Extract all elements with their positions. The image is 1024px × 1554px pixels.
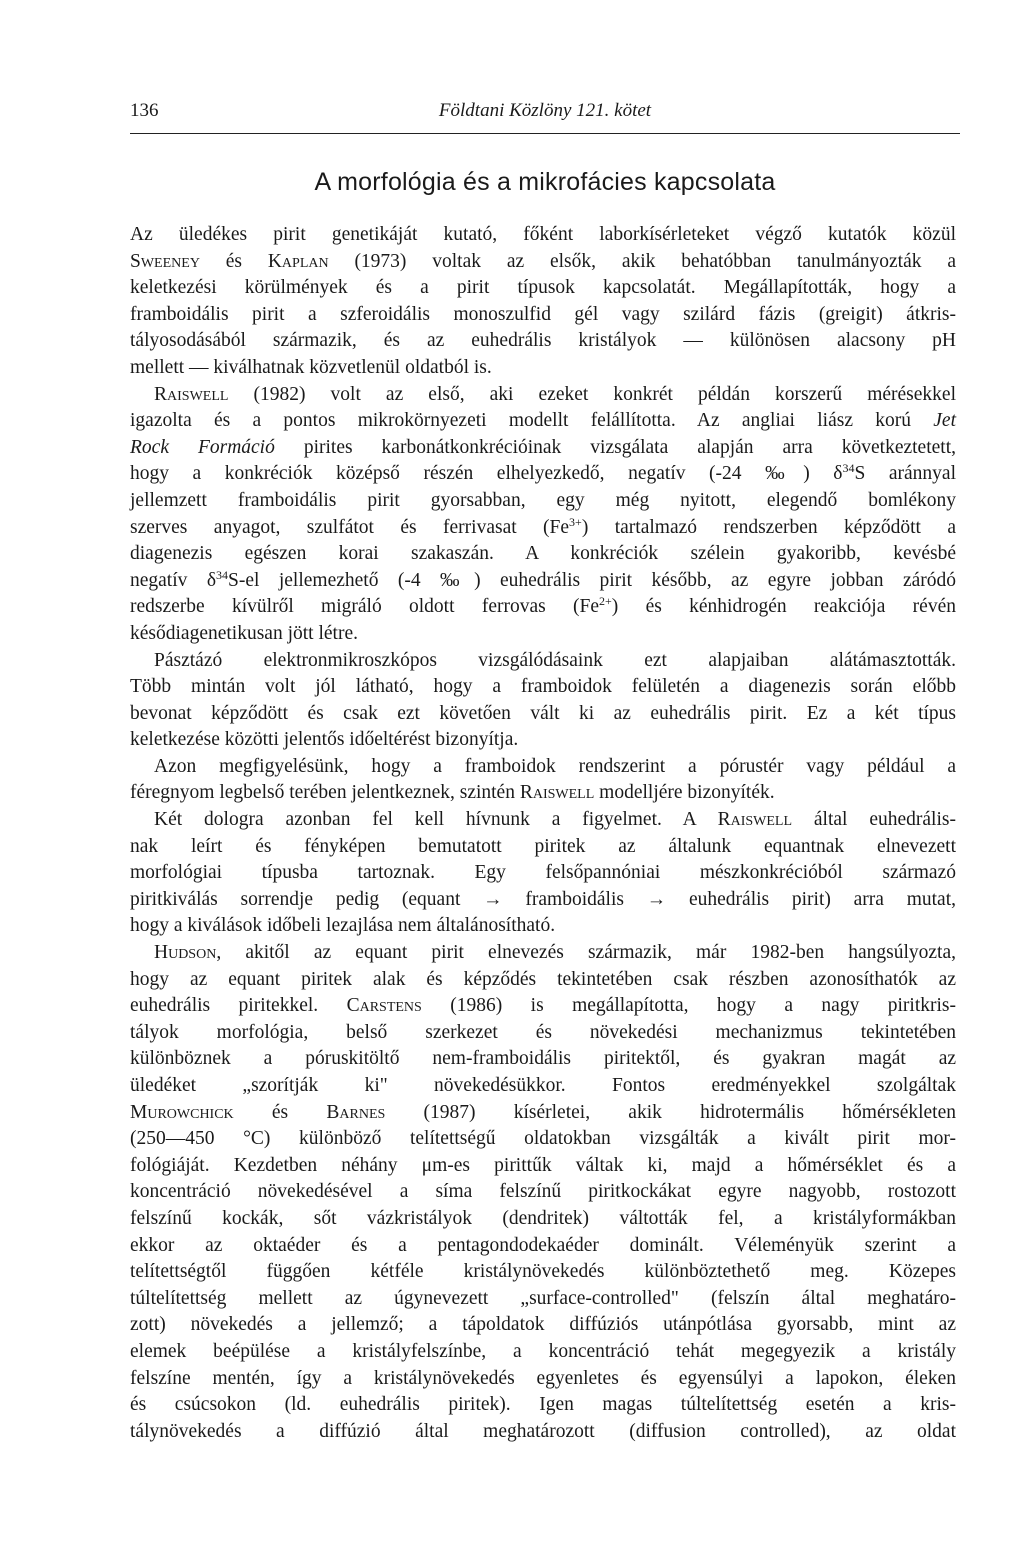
text-line: igazolta és a pontos mikrokörnyezeti modellt felállította. Az angliai liász korú Jet bbox=[130, 410, 956, 432]
text-line: féregnyom legbelső terében jelentkeznek, szintén Raiswell modelljére bizonyíték. bbox=[130, 782, 775, 804]
text-line: üledéket „szorítják ki" növekedésükkor. Fontos eredményekkel szolgáltak bbox=[130, 1075, 956, 1096]
text-line: mellett — kiválhatnak közvetlenül oldatból is. bbox=[130, 356, 492, 378]
text-line: zott) növekedés a jellemző; a tápoldatok diffúziós utánpótlása gyorsabb, mint az bbox=[130, 1314, 956, 1336]
text-line: Azon megfigyelésünk, hogy a framboidok rendszerint a pórustér vagy például a bbox=[154, 755, 956, 777]
text-line: Több mintán volt jól látható, hogy a framboidok felületén a diagenezis során előbb bbox=[130, 676, 956, 698]
text-line: diagenezis egészen korai szakaszán. A konkréciók szélein gyakoribb, kevésbé bbox=[130, 543, 956, 565]
text-line: (250—450 °C) különböző telítettségű oldatokban vizsgálták a kivált pirit mor- bbox=[130, 1128, 956, 1150]
text-line: hogy a konkréciók középső részén elhelyezkedő, negatív (-24 ‰) $\delta^{34}S$ aránnyal bbox=[130, 461, 956, 485]
page-header bbox=[130, 100, 960, 130]
text-line: elemek beépülése a kristályfelszínbe, a koncentráció tehát megegyezik a kristály bbox=[130, 1340, 956, 1362]
text-line: késődiagenetikusan jött létre. bbox=[130, 622, 358, 644]
text-line: hogy az equant piritek alak és képződés tekintetében csak részben azonosíthatók az bbox=[130, 968, 956, 990]
text-line: negatív $\delta^{34}S-el$ jellemezhető (-4 ‰) euhedrális pirit később, az egyre jobban záródó bbox=[130, 567, 956, 591]
text-line: redszerbe kívülről migráló oldott ferrovas $(Fe^{2+})$ és kénhidrogén reakciója révén bbox=[130, 594, 956, 618]
text-line: tályosodásából származik, és az euhedrális kristályok — különösen alacsony pH bbox=[130, 330, 956, 352]
text-line: felszínű kockák, sőt vázkristályok (dendritek) váltották fel, a kristályformákban bbox=[130, 1207, 956, 1229]
header-rule bbox=[130, 133, 960, 134]
section-title: A morfológia és a mikrofácies kapcsolata bbox=[314, 168, 776, 196]
text-line: bevonat képződött és csak ezt követően vált ki az euhedrális pirit. Ez a két típus bbox=[130, 702, 956, 724]
text-line: Rock Formáció pirites karbonátkonkrécióinak vizsgálata alapján arra következtetett, bbox=[130, 436, 956, 458]
text-line: keletkezése közötti jelentős időeltérést bizonyítja. bbox=[130, 729, 519, 751]
text-line: telítettségtől függően kétféle kristálynövekedés különböztethető meg. Közepes bbox=[130, 1261, 956, 1283]
text-line: Murowchick és Barnes (1987) kísérletei, akik hidrotermális hőmérsékleten bbox=[130, 1101, 956, 1123]
text-line: morfológiai típusba tartoznak. Egy felsőpannóniai mészkonkrécióból származó bbox=[130, 862, 956, 884]
text-line: tályok morfológia, belső szerkezet és növekedési mechanizmus tekintetében bbox=[130, 1021, 956, 1043]
text-line: nak leírt és fényképen bemutatott piritek az általunk equantnak elnevezett bbox=[130, 835, 956, 857]
text-line: Hudson, akitől az equant pirit elnevezés származik, már 1982-ben hangsúlyozta, bbox=[154, 942, 956, 964]
text-line: Az üledékes pirit genetikáját kutató, főként laborkísérleteket végző kutatók közül bbox=[130, 224, 956, 245]
text-line: szerves anyagot, szulfátot és ferrivasat $(Fe^{3+})$ tartalmazó rendszerben képződött a bbox=[130, 514, 956, 538]
text-line: piritkiválás sorrendje pedig (equant → framboidális → euhedrális pirit) arra mutat, bbox=[130, 888, 956, 910]
text-line: Raiswell (1982) volt az első, aki ezeket konkrét példán korszerű mérésekkel bbox=[154, 383, 956, 405]
text-line: különböznek a póruskitöltő nem-framboidális piritektől, és gyakran magát az bbox=[130, 1048, 956, 1070]
text-line: Két dologra azonban fel kell hívnunk a figyelmet. A Raiswell által euhedrális- bbox=[154, 809, 956, 831]
text-line: framboidális pirit a szferoidális monoszulfid gél vagy szilárd fázis (greigit) átkris- bbox=[130, 303, 956, 325]
text-line: koncentráció növekedésével a síma felszínű piritkockákat egyre nagyobb, rostozott bbox=[130, 1181, 956, 1203]
text-line: hogy a kiválások időbeli lezajlása nem általánosítható. bbox=[130, 915, 556, 937]
page-number: 136 bbox=[130, 100, 159, 121]
text-line: felszíne mentén, így a kristálynövekedés egyenletes és egyensúlyi a lapokon, éleken bbox=[130, 1367, 956, 1389]
text-line: tálynövekedés a diffúzió által meghatározott (diffusion controlled), az oldat bbox=[130, 1420, 956, 1442]
text-line: Sweeney és Kaplan (1973) voltak az elsők, akik behatóbban tanulmányozták a bbox=[130, 250, 956, 272]
text-line: ekkor az oktaéder és a pentagondodekaéder dominált. Véleményük szerint a bbox=[130, 1234, 956, 1256]
text-line: fológiáját. Kezdetben néhány μm-es pirittűk váltak ki, majd a hőmérséklet és a bbox=[130, 1154, 956, 1176]
text-line: euhedrális piritekkel. Carstens (1986) is megállapította, hogy a nagy piritkris- bbox=[130, 995, 956, 1017]
body-text bbox=[130, 222, 956, 1445]
running-title: Földtani Közlöny 121. kötet bbox=[438, 100, 652, 121]
text-line: és csúcsokon (ld. euhedrális piritek). Igen magas túltelítettség esetén a kris- bbox=[130, 1394, 956, 1416]
text-line: túltelítettség mellett az úgynevezett „surface-controlled" (felszín által meghatáro- bbox=[130, 1287, 956, 1309]
text-line: jellemzett framboidális pirit gyorsabban, egy még nyitott, elegendő bomlékony bbox=[130, 489, 956, 511]
text-line: Pásztázó elektronmikroszkópos vizsgálódásaink ezt alapjaiban alátámasztották. bbox=[154, 649, 956, 671]
text-line: keletkezési körülmények és a pirit típusok kapcsolatát. Megállapították, hogy a bbox=[130, 277, 956, 299]
